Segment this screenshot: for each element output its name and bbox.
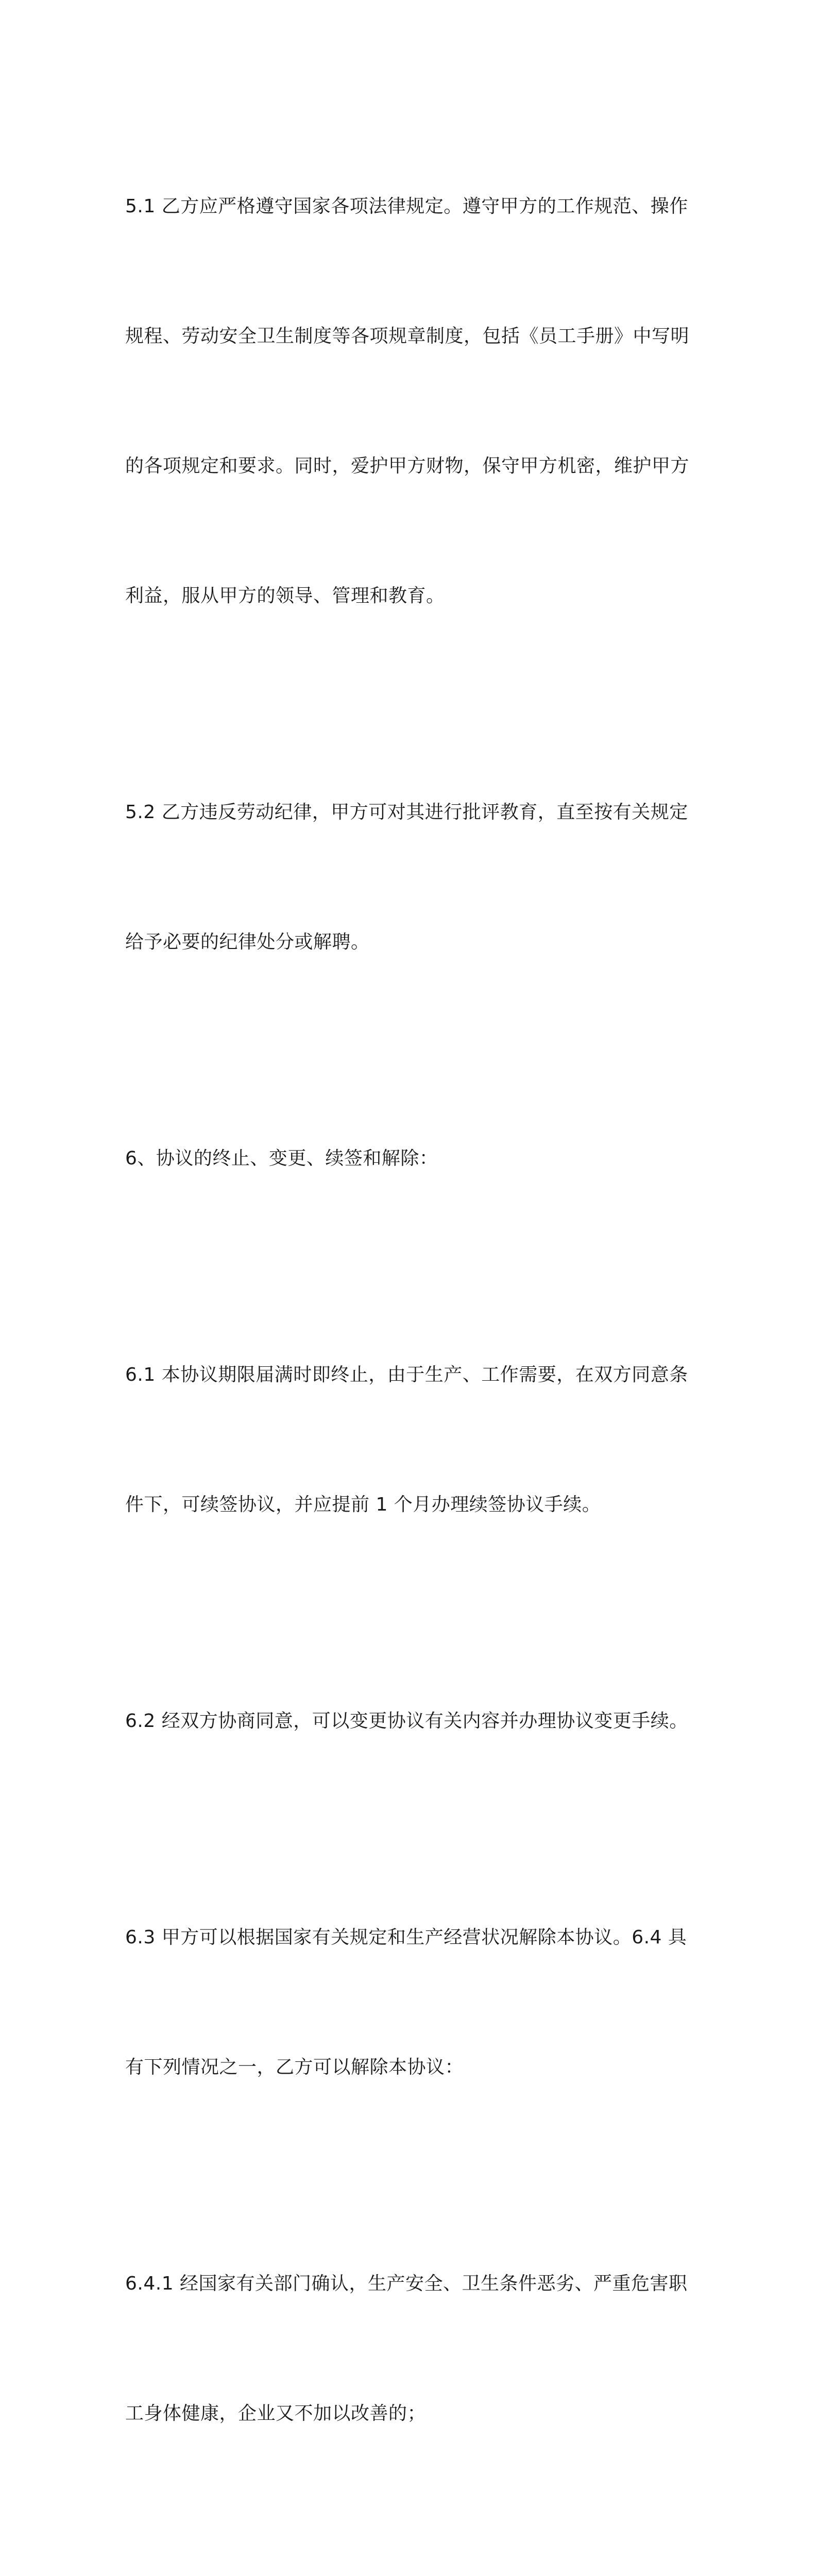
text-line: 5.1 乙方应严格遵守国家各项法律规定。遵守甲方的工作规范、操作 xyxy=(125,196,688,217)
paragraph-5-2 xyxy=(125,704,702,1050)
section-heading-6 xyxy=(125,1050,702,1267)
text-line: 的各项规定和要求。同时，爱护甲方财物，保守甲方机密，维护甲方 xyxy=(125,455,690,477)
paragraph-6-2 xyxy=(125,1613,702,1829)
text-line: 给予必要的纪律处分或解聘。 xyxy=(125,931,370,953)
paragraph-5-1 xyxy=(125,98,702,704)
text-line: 件下，可续签协议，并应提前 1 个月办理续签协议手续。 xyxy=(125,1494,601,1515)
document-body xyxy=(125,98,702,2576)
text-line: 6.3 甲方可以根据国家有关规定和生产经营状况解除本协议。6.4 具 xyxy=(125,1927,687,1948)
text-line: 规程、劳动安全卫生制度等各项规章制度，包括《员工手册》中写明 xyxy=(125,326,690,347)
paragraph-6-4-1 xyxy=(125,2176,702,2522)
text-line: 6.2 经双方协商同意，可以变更协议有关内容并办理协议变更手续。 xyxy=(125,1710,688,1732)
text-line: 有下列情况之一，乙方可以解除本协议： xyxy=(125,2057,464,2078)
paragraph-6-4-2 xyxy=(125,2522,702,2576)
text-line: 利益，服从甲方的领导、管理和教育。 xyxy=(125,585,445,606)
text-line: 工身体健康，企业又不加以改善的； xyxy=(125,2403,427,2424)
text-line: 6.1 本协议期限届满时即终止，由于生产、工作需要，在双方同意条 xyxy=(125,1364,688,1385)
text-line: 5.2 乙方违反劳动纪律，甲方可对其进行批评教育，直至按有关规定 xyxy=(125,802,688,823)
text-line: 6、协议的终止、变更、续签和解除： xyxy=(125,1148,438,1169)
text-line: 6.4.1 经国家有关部门确认，生产安全、卫生条件恶劣、严重危害职 xyxy=(125,2273,688,2294)
paragraph-6-3 xyxy=(125,1829,702,2176)
paragraph-6-1 xyxy=(125,1267,702,1613)
